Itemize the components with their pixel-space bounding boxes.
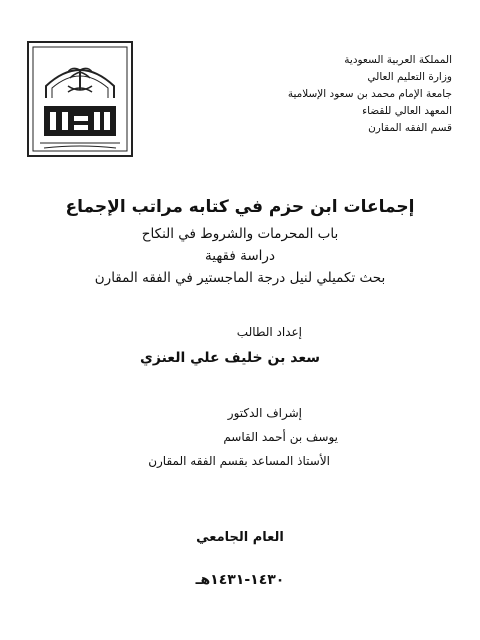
university-logo-icon	[26, 40, 134, 158]
academic-year-value: ١٤٣٠-١٤٣١هـ	[195, 572, 285, 588]
supervisor-label: إشراف الدكتور	[227, 406, 302, 420]
header-line-ministry: وزارة التعليم العالي	[367, 71, 452, 83]
header-line-country: المملكة العربية السعودية	[344, 54, 452, 66]
supervisor-name: يوسف بن أحمد القاسم	[223, 430, 338, 444]
header-line-department: قسم الفقه المقارن	[368, 122, 452, 134]
academic-year-label: العام الجامعي	[196, 530, 284, 545]
thesis-chapter: باب المحرمات والشروط في النكاح	[141, 226, 339, 242]
thesis-purpose: بحث تكميلي لنيل درجة الماجستير في الفقه المقارن	[94, 270, 386, 286]
student-name: سعد بن خليف علي العنزي	[140, 350, 320, 366]
university-logo	[26, 40, 134, 158]
header-line-institute: المعهد العالي للقضاء	[362, 105, 452, 117]
institution-header	[222, 52, 452, 137]
supervisor-title: الأستاذ المساعد بقسم الفقه المقارن	[148, 454, 330, 468]
header-line-university: جامعة الإمام محمد بن سعود الإسلامية	[287, 88, 452, 100]
student-label: إعداد الطالب	[236, 325, 302, 339]
thesis-study-type: دراسة فقهية	[205, 248, 275, 264]
thesis-title: إجماعات ابن حزم في كتابه مراتب الإجماع	[65, 197, 415, 217]
